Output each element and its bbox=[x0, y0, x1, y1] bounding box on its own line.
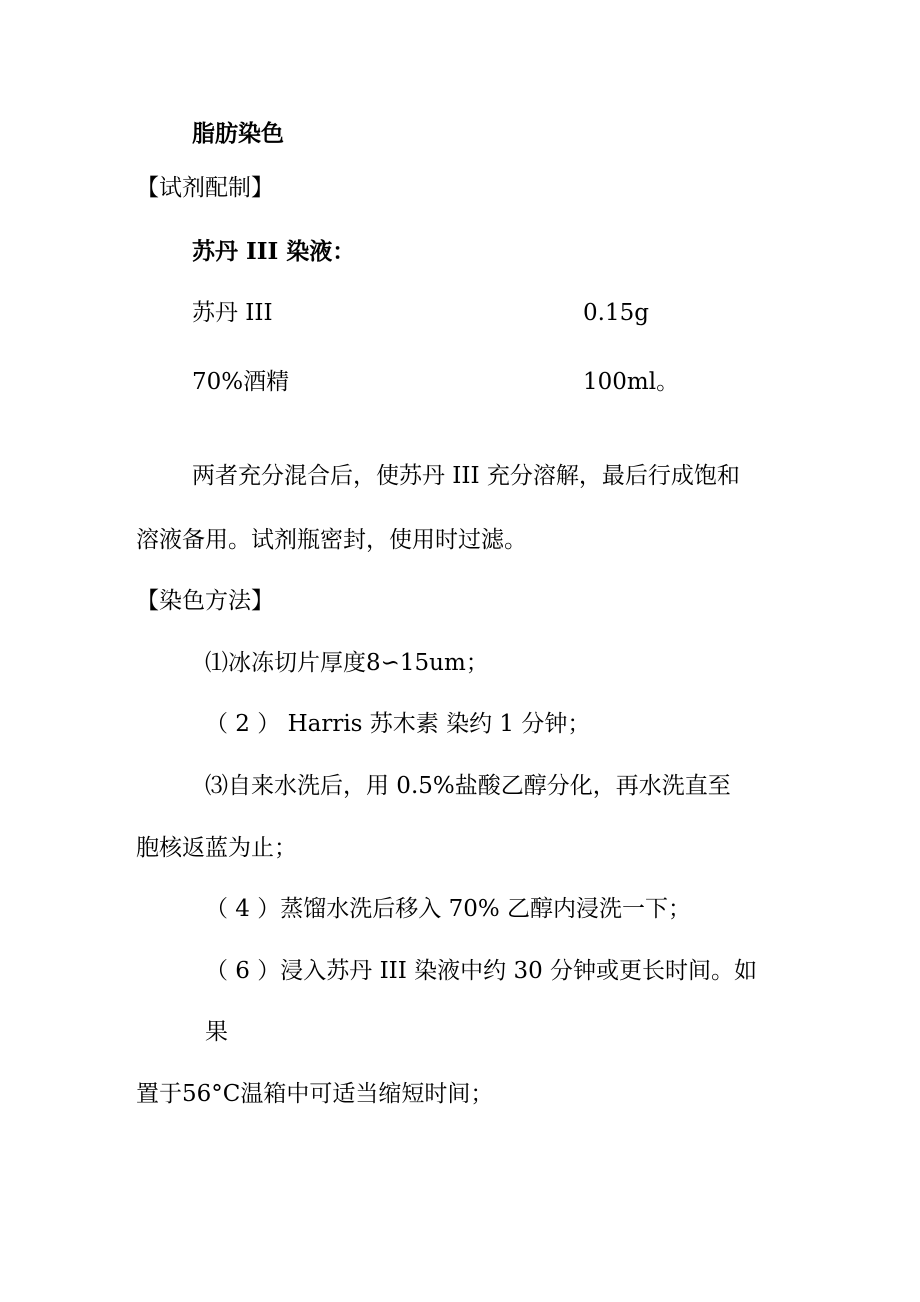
method-step-2: （ 2 ） Harris 苏木素 染约 1 分钟； bbox=[205, 711, 591, 737]
method-heading: 【染色方法】 bbox=[136, 588, 274, 614]
reagent-paragraph-line1: 两者充分混合后，使苏丹 III 充分溶解，最后行成饱和 bbox=[192, 463, 740, 489]
reagent-item-amount-sudan: 0.15g bbox=[583, 300, 649, 326]
method-step-3-line1: ⑶自来水洗后，用 0.5%盐酸乙醇分化，再水洗直至 bbox=[205, 773, 731, 799]
reagent-heading: 【试剂配制】 bbox=[136, 175, 274, 201]
page-title: 脂肪染色 bbox=[192, 120, 284, 147]
method-step-3-line2: 胞核返蓝为止； bbox=[136, 835, 297, 861]
method-step-6-line2: 果 bbox=[205, 1019, 228, 1045]
reagent-item-name-alcohol: 70%酒精 bbox=[192, 369, 290, 395]
method-step-6-line3: 置于56°C温箱中可适当缩短时间； bbox=[136, 1081, 494, 1107]
method-step-1: ⑴冰冻切片厚度8∽15um； bbox=[205, 650, 489, 676]
method-step-4: （ 4 ）蒸馏水洗后移入 70% 乙醇内浸洗一下； bbox=[205, 896, 691, 922]
reagent-item-amount-alcohol: 100ml。 bbox=[583, 369, 680, 395]
method-step-6-line1: （ 6 ）浸入苏丹 III 染液中约 30 分钟或更长时间。如 bbox=[205, 958, 758, 984]
reagent-paragraph-line2: 溶液备用。试剂瓶密封，使用时过滤。 bbox=[136, 527, 527, 553]
reagent-subheading: 苏丹 III 染液： bbox=[192, 238, 356, 265]
reagent-item-name-sudan: 苏丹 III bbox=[192, 300, 273, 326]
